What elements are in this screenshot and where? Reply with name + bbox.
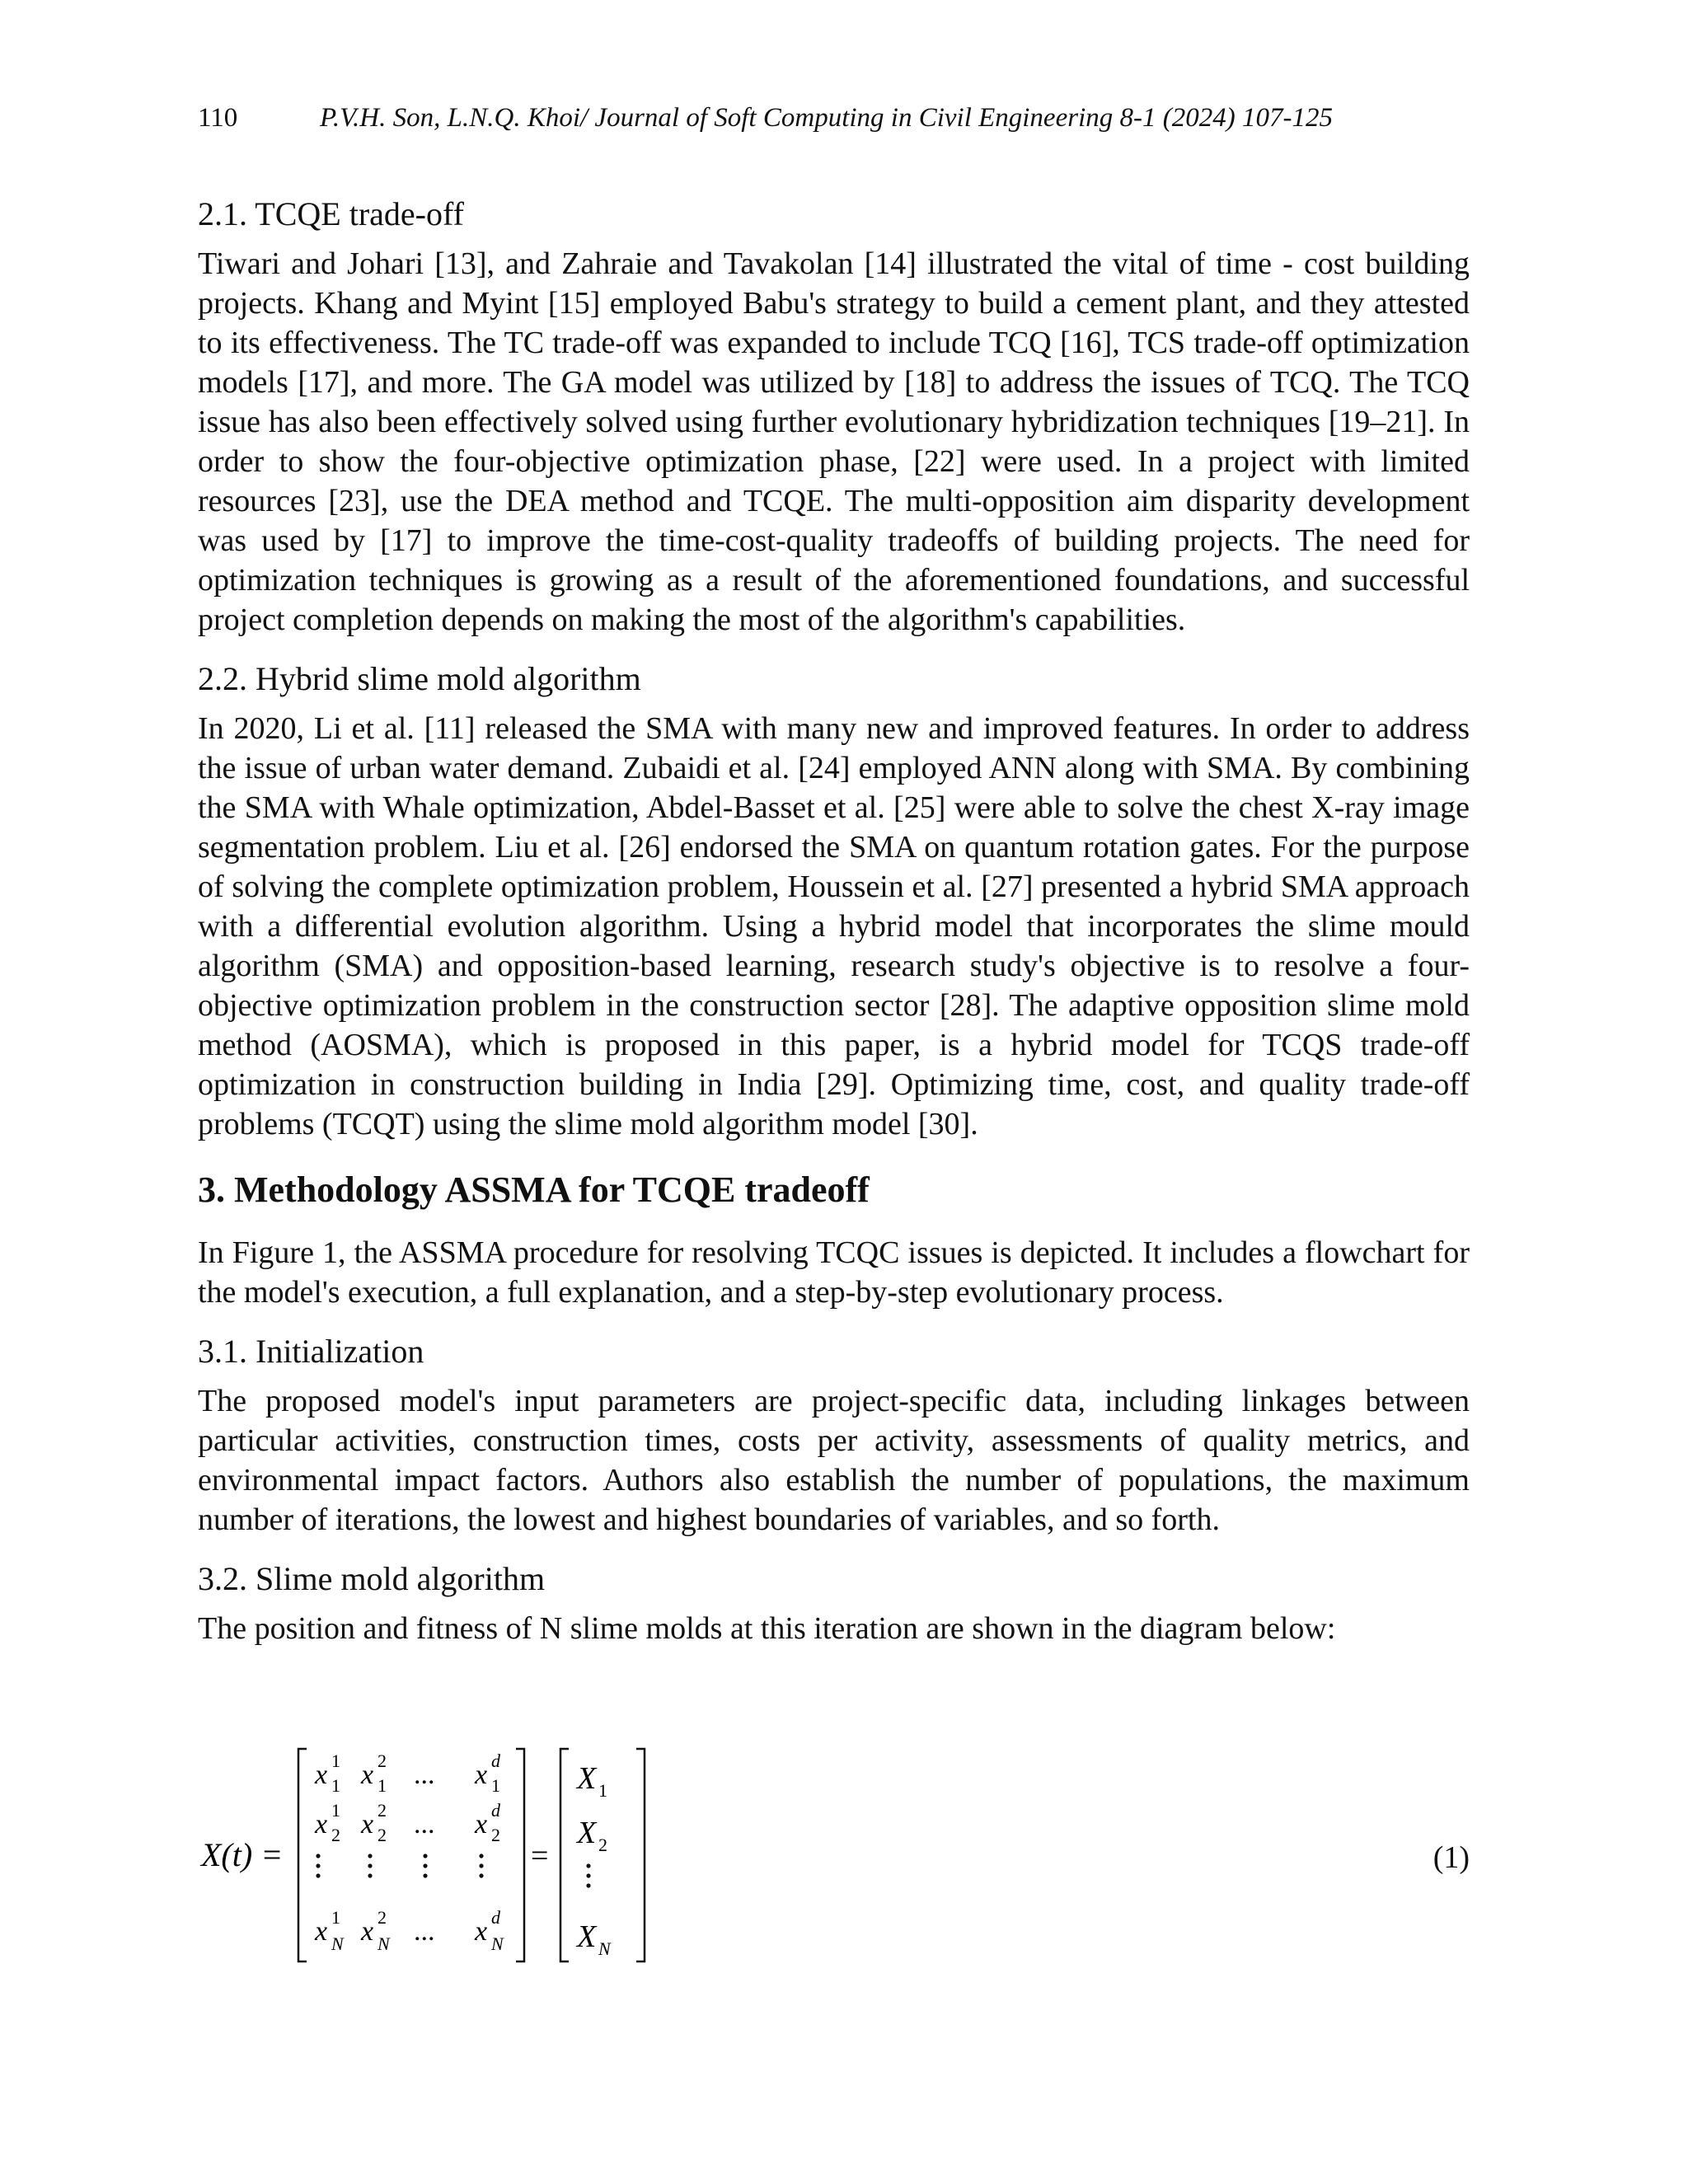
vec-x-1-sub: 1 [598,1780,607,1801]
equation-number: (1) [1432,1840,1470,1875]
matrix-row-1 [314,1750,501,1796]
x-1-d-sub: 1 [491,1775,500,1796]
x-1-1-sup: 1 [331,1750,340,1771]
vec-x-n: X [577,1919,597,1954]
x-2-d-sup: d [491,1800,500,1821]
equation-equals: = [531,1839,549,1873]
page-header [198,97,1484,138]
x-n-2-sub: N [377,1933,390,1954]
left-bracket-open [298,1749,307,1961]
right-bracket-close [636,1749,645,1961]
page-number: 110 [198,103,238,133]
row-2-ellipsis: ... [414,1809,435,1840]
x-2-2-sub: 2 [377,1825,387,1845]
section-2-1-heading: 2.1. TCQE trade-off [198,195,464,232]
x-n-1: x [315,1916,328,1947]
vec-x-2: X [577,1816,597,1850]
x-1-d: x [475,1760,488,1790]
section-3-1-paragraph: The proposed model's input parameters are project-specific data, including linkages between particular activities, construction times, costs per activity, assessments of quality metrics, and environmental impact factors. Authors also establish the number of populations, the maximum number of iterations, the lowest and highest boundaries of variables, and so forth. [198,1384,1470,1537]
row-n-ellipsis: ... [414,1916,435,1947]
vector-x [575,1761,612,1959]
x-n-d: x [475,1916,488,1947]
x-1-1: x [315,1760,328,1790]
section-3-heading: 3. Methodology ASSMA for TCQE tradeoff [198,1169,870,1210]
vec-x-2-sub: 2 [598,1835,607,1855]
equation-1-matrix [198,1741,874,1980]
x-2-1-sub: 2 [331,1825,340,1845]
vec-x-n-sub: N [598,1938,611,1959]
equation-lhs: X(t) = [201,1836,284,1873]
x-1-2-sub: 1 [377,1775,387,1796]
x-1-1-sub: 1 [331,1775,340,1796]
vertical-dots-row [316,1854,483,1877]
matrix-row-n [314,1907,504,1954]
row-1-ellipsis: ... [414,1760,435,1790]
x-2-2-sup: 2 [377,1800,387,1821]
x-2-1-sup: 1 [331,1800,340,1821]
x-2-1: x [315,1809,328,1840]
x-2-2: x [361,1809,374,1840]
x-1-2: x [361,1760,374,1790]
section-2-1-paragraph: Tiwari and Johari [13], and Zahraie and Tavakolan [14] illustrated the vital of time - cost building projects. Khang and Myint [15] employed Babu's strategy to build a cement plant, and they attested to its effectiveness. The TC trade-off was expanded to include TCQ [16], TCS trade-off optimization models [17], and more. The GA model was utilized by [18] to address the issues of TCQ. The TCQ issue has also been effectively solved using further evolutionary hybridization techniques [19–21]. In order to show the four-objective optimization phase, [22] were used. In a project with limited resources [23], use the DEA method and TCQE. The multi-opposition aim disparity development was used by [17] to improve the time-cost-quality tradeoffs of building projects. The need for optimization techniques is growing as a result of the aforementioned foundations, and successful project completion depends on making the most of the algorithm's capabilities. [198,246,1470,637]
section-3-2-paragraph: The position and fitness of N slime molds at this iteration are shown in the diagram below: [198,1611,1336,1646]
x-n-d-sub: N [491,1933,504,1954]
x-n-2-sup: 2 [377,1907,387,1928]
section-3-2-heading: 3.2. Slime mold algorithm [198,1560,546,1597]
x-1-d-sup: d [491,1750,500,1771]
running-head: P.V.H. Son, L.N.Q. Khoi/ Journal of Soft Computing in Civil Engineering 8-1 (2024) 107-125 [320,103,1333,133]
right-bracket-open [560,1749,569,1961]
x-2-d-sub: 2 [491,1825,500,1845]
vec-x-1: X [577,1761,597,1796]
matrix-row-2 [314,1800,501,1845]
equation-1 [198,1741,1470,1980]
x-n-d-sup: d [491,1907,500,1928]
x-1-2-sup: 2 [377,1750,387,1771]
section-2-2-paragraph: In 2020, Li et al. [11] released the SMA with many new and improved features. In order to address the issue of urban water demand. Zubaidi et al. [24] employed ANN along with SMA. By combining the SMA with Whale optimization, Abdel-Basset et al. [25] were able to solve the chest X-ray image segmentation problem. Liu et al. [26] endorsed the SMA on quantum rotation gates. For the purpose of solving the complete optimization problem, Houssein et al. [27] presented a hybrid SMA approach with a differential evolution algorithm. Using a hybrid model that incorporates the slime mould algorithm (SMA) and opposition-based learning, research study's objective is to resolve a four-objective optimization problem in the construction sector [28]. The adaptive opposition slime mold method (AOSMA), which is proposed in this paper, is a hybrid model for TCQS trade-off optimization in construction building in India [29]. Optimizing time, cost, and quality trade-off problems (TCQT) using the slime mold algorithm model [30]. [198,711,1470,1141]
section-3-1-heading: 3.1. Initialization [198,1333,424,1370]
section-2-2-heading: 2.2. Hybrid slime mold algorithm [198,660,641,697]
x-n-1-sup: 1 [331,1907,340,1928]
vector-vertical-dots [586,1863,590,1887]
section-3-paragraph: In Figure 1, the ASSMA procedure for resolving TCQC issues is depicted. It includes a flowchart for the model's execution, a full explanation, and a step-by-step evolutionary process. [198,1235,1470,1310]
x-n-1-sub: N [331,1933,344,1954]
x-n-2: x [361,1916,374,1947]
x-2-d: x [475,1809,488,1840]
left-bracket-close [516,1749,524,1961]
page-content [198,191,1470,1665]
